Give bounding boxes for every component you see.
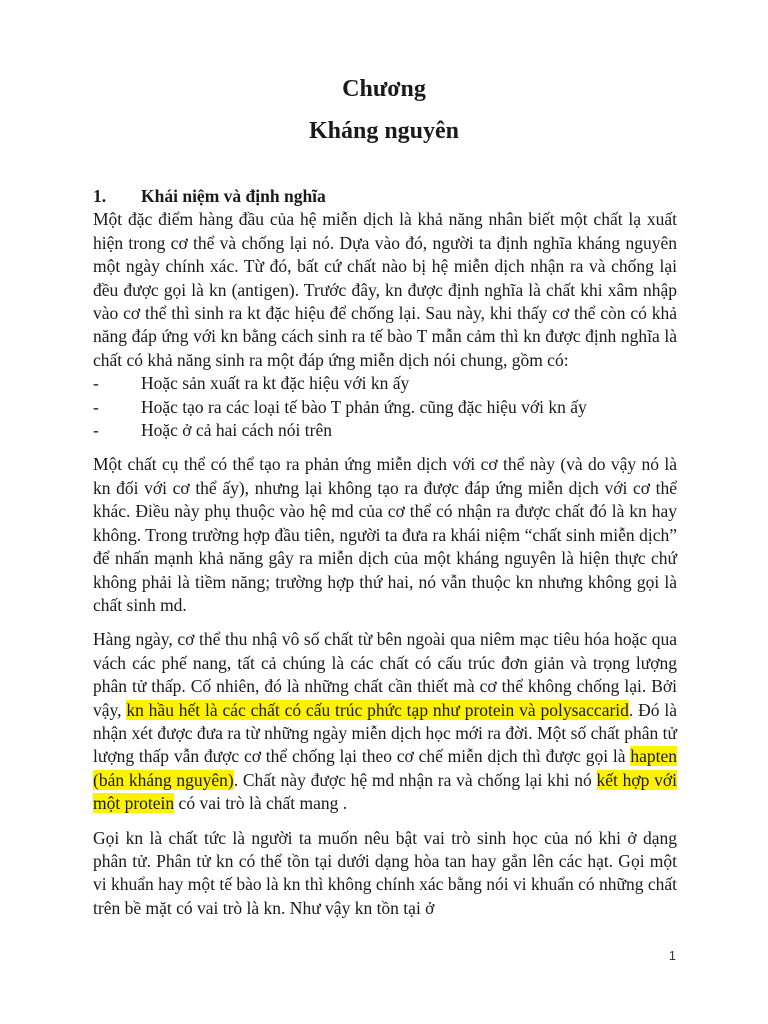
- bullet-list: [93, 372, 677, 442]
- paragraph-3-text-d: có vai trò là chất mang .: [174, 793, 348, 814]
- section-heading: [93, 185, 677, 208]
- bullet-dash: -: [93, 396, 99, 417]
- list-item-text: Hoặc sản xuất ra kt đặc hiệu với kn ấy: [141, 373, 410, 394]
- intro-paragraph: Một đặc điểm hàng đầu của hệ miễn dịch là khả năng nhân biết một chất lạ xuất hiện trong cơ thể và chống lại nó. Dựa vào đó, người ta định nghĩa kháng nguyên một ngày chính xác. Từ đó, bất cứ chất nào bị hệ miễn dịch nhận ra và chống lại đều được gọi là kn (antigen). Trước đây, kn được định nghĩa là chất khi xâm nhập vào cơ thể thì sinh ra kt đặc hiệu để chống lại. Sau này, khi thấy cơ thể còn có khả năng đáp ứng với kn bằng cách sinh ra tế bào T mẫn cảm thì kn được định nghĩa là chất có khả năng sinh ra một đáp ứng miễn dịch nói chung, gồm có:: [93, 209, 677, 370]
- section-heading-text: Khái niệm và định nghĩa: [141, 186, 326, 206]
- bullet-dash: -: [93, 420, 99, 441]
- highlight-protein: kết hợp với một protein: [93, 769, 677, 814]
- list-item-text: Hoặc tạo ra các loại tế bào T phản ứng. cũng đặc hiệu với kn ấy: [141, 396, 587, 417]
- highlight-hapten: hapten (bán kháng nguyên): [93, 746, 677, 790]
- paragraph-3-text-a: Hàng ngày, cơ thể thu nhậ vô số chất từ bên ngoài qua niêm mạc tiêu hóa hoặc qua vách các phế nang, tất cả chúng là các chất có cấu trúc đơn giản và trọng lượng phân tử thấp. Cố nhiên, đó là những chất cần thiết mà cơ thể không chống lại. Bởi vậy,: [93, 629, 677, 720]
- list-item: [93, 419, 677, 442]
- page-title: Kháng nguyên: [308, 118, 460, 144]
- page-number: 1: [668, 948, 676, 963]
- paragraph-4: Gọi kn là chất tức là người ta muốn nêu bật vai trò sinh học của nó khi ở dạng phân tử. Phân tử kn có thể tồn tại dưới dạng hòa tan hay gắn lên các hạt. Gọi một vi khuẩn hay một tế bào là kn thì không chính xác bằng nói vi khuẩn có những chất trên bề mặt có vai trò là kn. Như vậy kn tồn tại ở: [93, 827, 677, 918]
- chapter-title: Chương: [342, 76, 426, 102]
- bullet-dash: -: [93, 373, 99, 394]
- paragraph-3-text-b: . Đó là nhận xét được đưa ra từ những ngày miễn dịch học mới ra đời. Một số chất phân tử lượng thấp vẫn được cơ thể chống lại theo cơ chế miễn dịch thì được gọi là: [93, 699, 677, 767]
- list-item: [93, 372, 677, 395]
- section-number: 1.: [93, 186, 107, 206]
- document-body: [93, 185, 677, 920]
- paragraph-3: [93, 628, 677, 815]
- list-item: [93, 396, 677, 419]
- list-item-text: Hoặc ở cả hai cách nói trên: [141, 420, 332, 441]
- paragraph-3-text-c: . Chất này được hệ md nhận ra và chống lại khi nó: [233, 769, 597, 790]
- highlight-complex-structure: kn hầu hết là các chất có cấu trúc phức tạp như protein và polysaccarid: [126, 699, 629, 720]
- paragraph-2: Một chất cụ thể có thể tạo ra phản ứng miễn dịch với cơ thể này (và do vậy nó là kn đối với cơ thể ấy), nhưng lại không tạo ra được đáp ứng miễn dịch với cơ thể khác. Điều này phụ thuộc vào hệ md của cơ thể có nhận ra được chất đó là kn hay không. Trong trường hợp đầu tiên, người ta đưa ra khái niệm “chất sinh miễn dịch” để nhấn mạnh khả năng gây ra miễn dịch của một kháng nguyên là hiện thực chứ không phải là tiềm năng; trường hợp thứ hai, nó vẫn thuộc kn nhưng không gọi là chất sinh md.: [93, 454, 677, 615]
